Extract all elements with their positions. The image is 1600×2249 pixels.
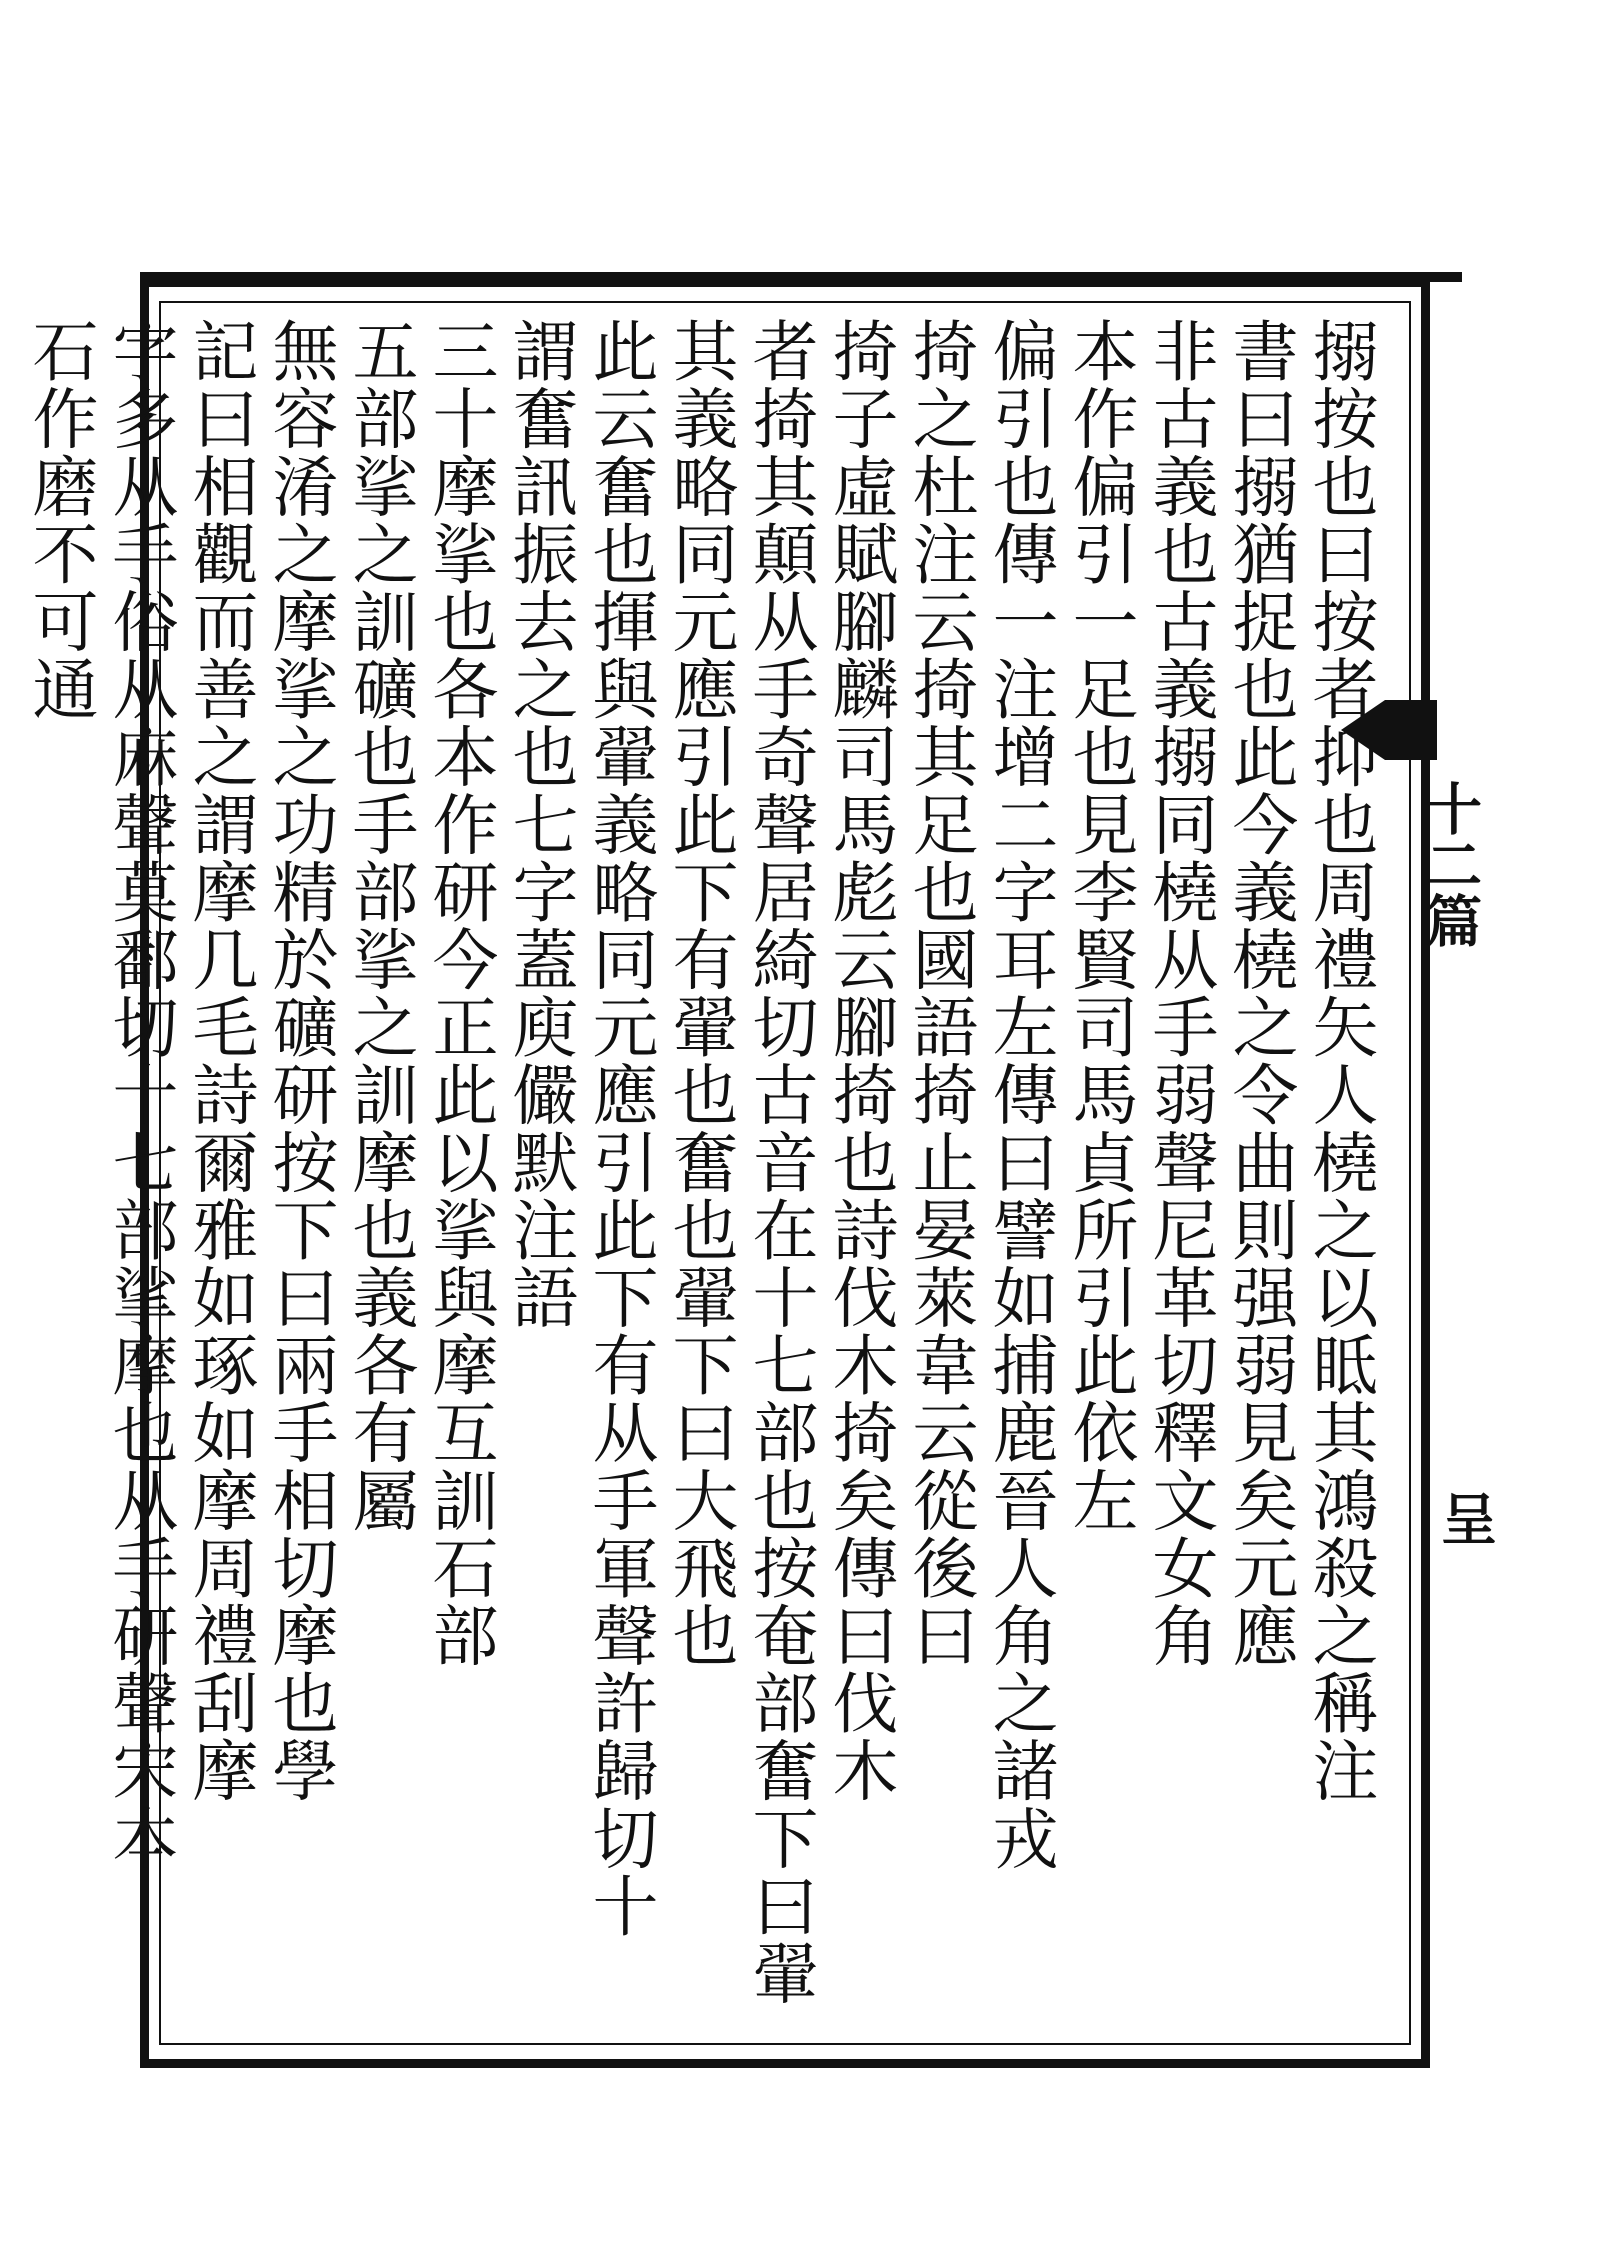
text-column [579,317,659,2037]
column-text: 本作偏引一足也見李賢司馬貞所引此依左 [1061,317,1138,1534]
text-column [899,317,979,2037]
text-column [979,317,1059,2037]
page-frame [21,278,1430,2068]
text-column [259,317,339,2037]
text-column [819,317,899,2037]
text-column [339,317,419,2037]
text-column [19,317,99,2037]
text-column [499,317,579,2037]
column-text: 者掎其顛从手奇聲居綺切古音在十七部也按奄部奮下曰翬 [741,317,818,2007]
column-text: 其義略同元應引此下有翬也奮也翬下曰大飛也 [661,317,738,1669]
column-text: 記曰相觀而善之謂摩几毛詩爾雅如琢如摩周禮刮摩 [181,317,258,1805]
text-column [1219,317,1299,2037]
fishtail-mark [1385,700,1437,760]
text-column [659,317,739,2037]
column-text: 石作磨不可通 [21,317,98,723]
text-column [419,317,499,2037]
column-text: 五部挲之訓礦也手部挲之訓摩也義各有屬 [341,317,418,1534]
column-text: 偏引也傳一注增二字耳左傳曰譬如捕鹿晉人角之諸戎 [981,317,1058,1872]
column-text: 三十摩挲也各本作研今正此以挲與摩互訓石部 [421,317,498,1669]
column-text: 非古義也古義搦同橈从手弱聲尼革切釋文女角 [1141,317,1218,1669]
column-text: 謂奮訊振去之也七字蓋庾儼默注語 [501,317,578,1331]
column-text: 書曰搦猶捉也此今義橈之令曲則强弱見矣元應 [1221,317,1298,1669]
text-column [1059,317,1139,2037]
chapter-label: 十二篇 [1417,780,1483,948]
column-text: 字多从手俗从麻聲莫鄱切十七部挲摩也从手研聲宋本 [101,317,178,1872]
text-column [739,317,819,2037]
text-area [21,317,1379,2037]
column-text: 掎子虛賦腳麟司馬彪云腳掎也詩伐木掎矣傳曰伐木 [821,317,898,1805]
text-column [1139,317,1219,2037]
text-column [99,317,179,2037]
column-text: 掎之杜注云掎其足也國語掎止晏萊韋云從後曰 [901,317,978,1669]
folio-number: 呈 [1432,1490,1498,1546]
column-text: 無容淆之摩挲之功精於礦研按下曰兩手相切摩也學 [261,317,338,1805]
text-column [1299,317,1379,2037]
column-text: 搦按也曰按者抑也周禮矢人橈之以眡其鴻殺之稱注 [1301,317,1378,1805]
text-column [179,317,259,2037]
column-text: 此云奮也揮與翬義略同元應引此下有从手軍聲許歸切十 [581,317,658,1940]
